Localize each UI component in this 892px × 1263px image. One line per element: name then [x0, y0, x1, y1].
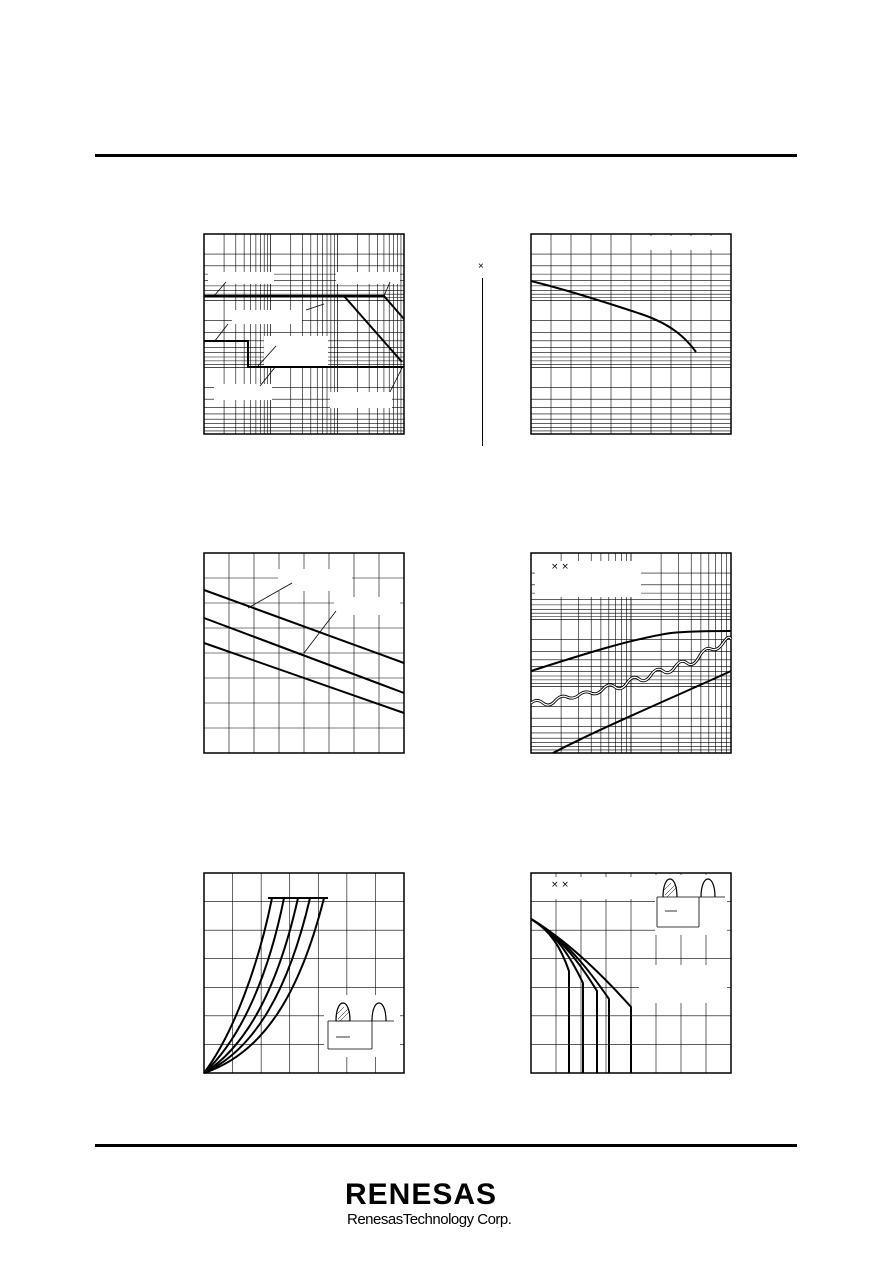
chart-bottom-right — [531, 873, 731, 1073]
chart-bottom-right-svg — [531, 873, 731, 1073]
label-box — [641, 236, 727, 250]
chart-middle-right — [531, 553, 731, 753]
footer-rule — [95, 1144, 797, 1147]
chart-middle-left-svg — [204, 553, 404, 753]
label-box — [278, 569, 352, 591]
label-box — [330, 392, 392, 408]
company-name: RenesasTechnology Corp. — [347, 1211, 512, 1228]
label-box — [232, 310, 302, 324]
label-box — [208, 272, 274, 284]
label-box — [264, 336, 328, 366]
chart-middle-left — [204, 553, 404, 753]
curve — [204, 898, 298, 1073]
chart-top-left-svg — [204, 234, 404, 434]
renesas-logo — [345, 1178, 545, 1238]
curve — [531, 919, 583, 1073]
header-rule — [95, 154, 797, 157]
chart-top-right-svg — [531, 234, 731, 434]
chart-top-right — [531, 234, 731, 434]
x-mark-pair: × × — [551, 880, 569, 890]
curve — [204, 898, 324, 1073]
logo-wordmark: RENESAS — [345, 1178, 498, 1211]
chart-top-left — [204, 234, 404, 434]
waveform-inset — [655, 875, 727, 935]
curve — [204, 898, 272, 1073]
curve — [204, 898, 284, 1073]
label-box — [336, 272, 400, 284]
chart-middle-right-svg — [531, 553, 731, 753]
x-mark: × — [478, 261, 484, 272]
waveform-inset — [324, 995, 400, 1057]
label-box — [214, 384, 272, 400]
chart-bottom-left-svg — [204, 873, 404, 1073]
label-box — [639, 965, 727, 1003]
x-mark-pair: × × — [551, 562, 569, 572]
label-box — [334, 597, 400, 615]
divider-line — [482, 278, 483, 446]
chart-bottom-left — [204, 873, 404, 1073]
